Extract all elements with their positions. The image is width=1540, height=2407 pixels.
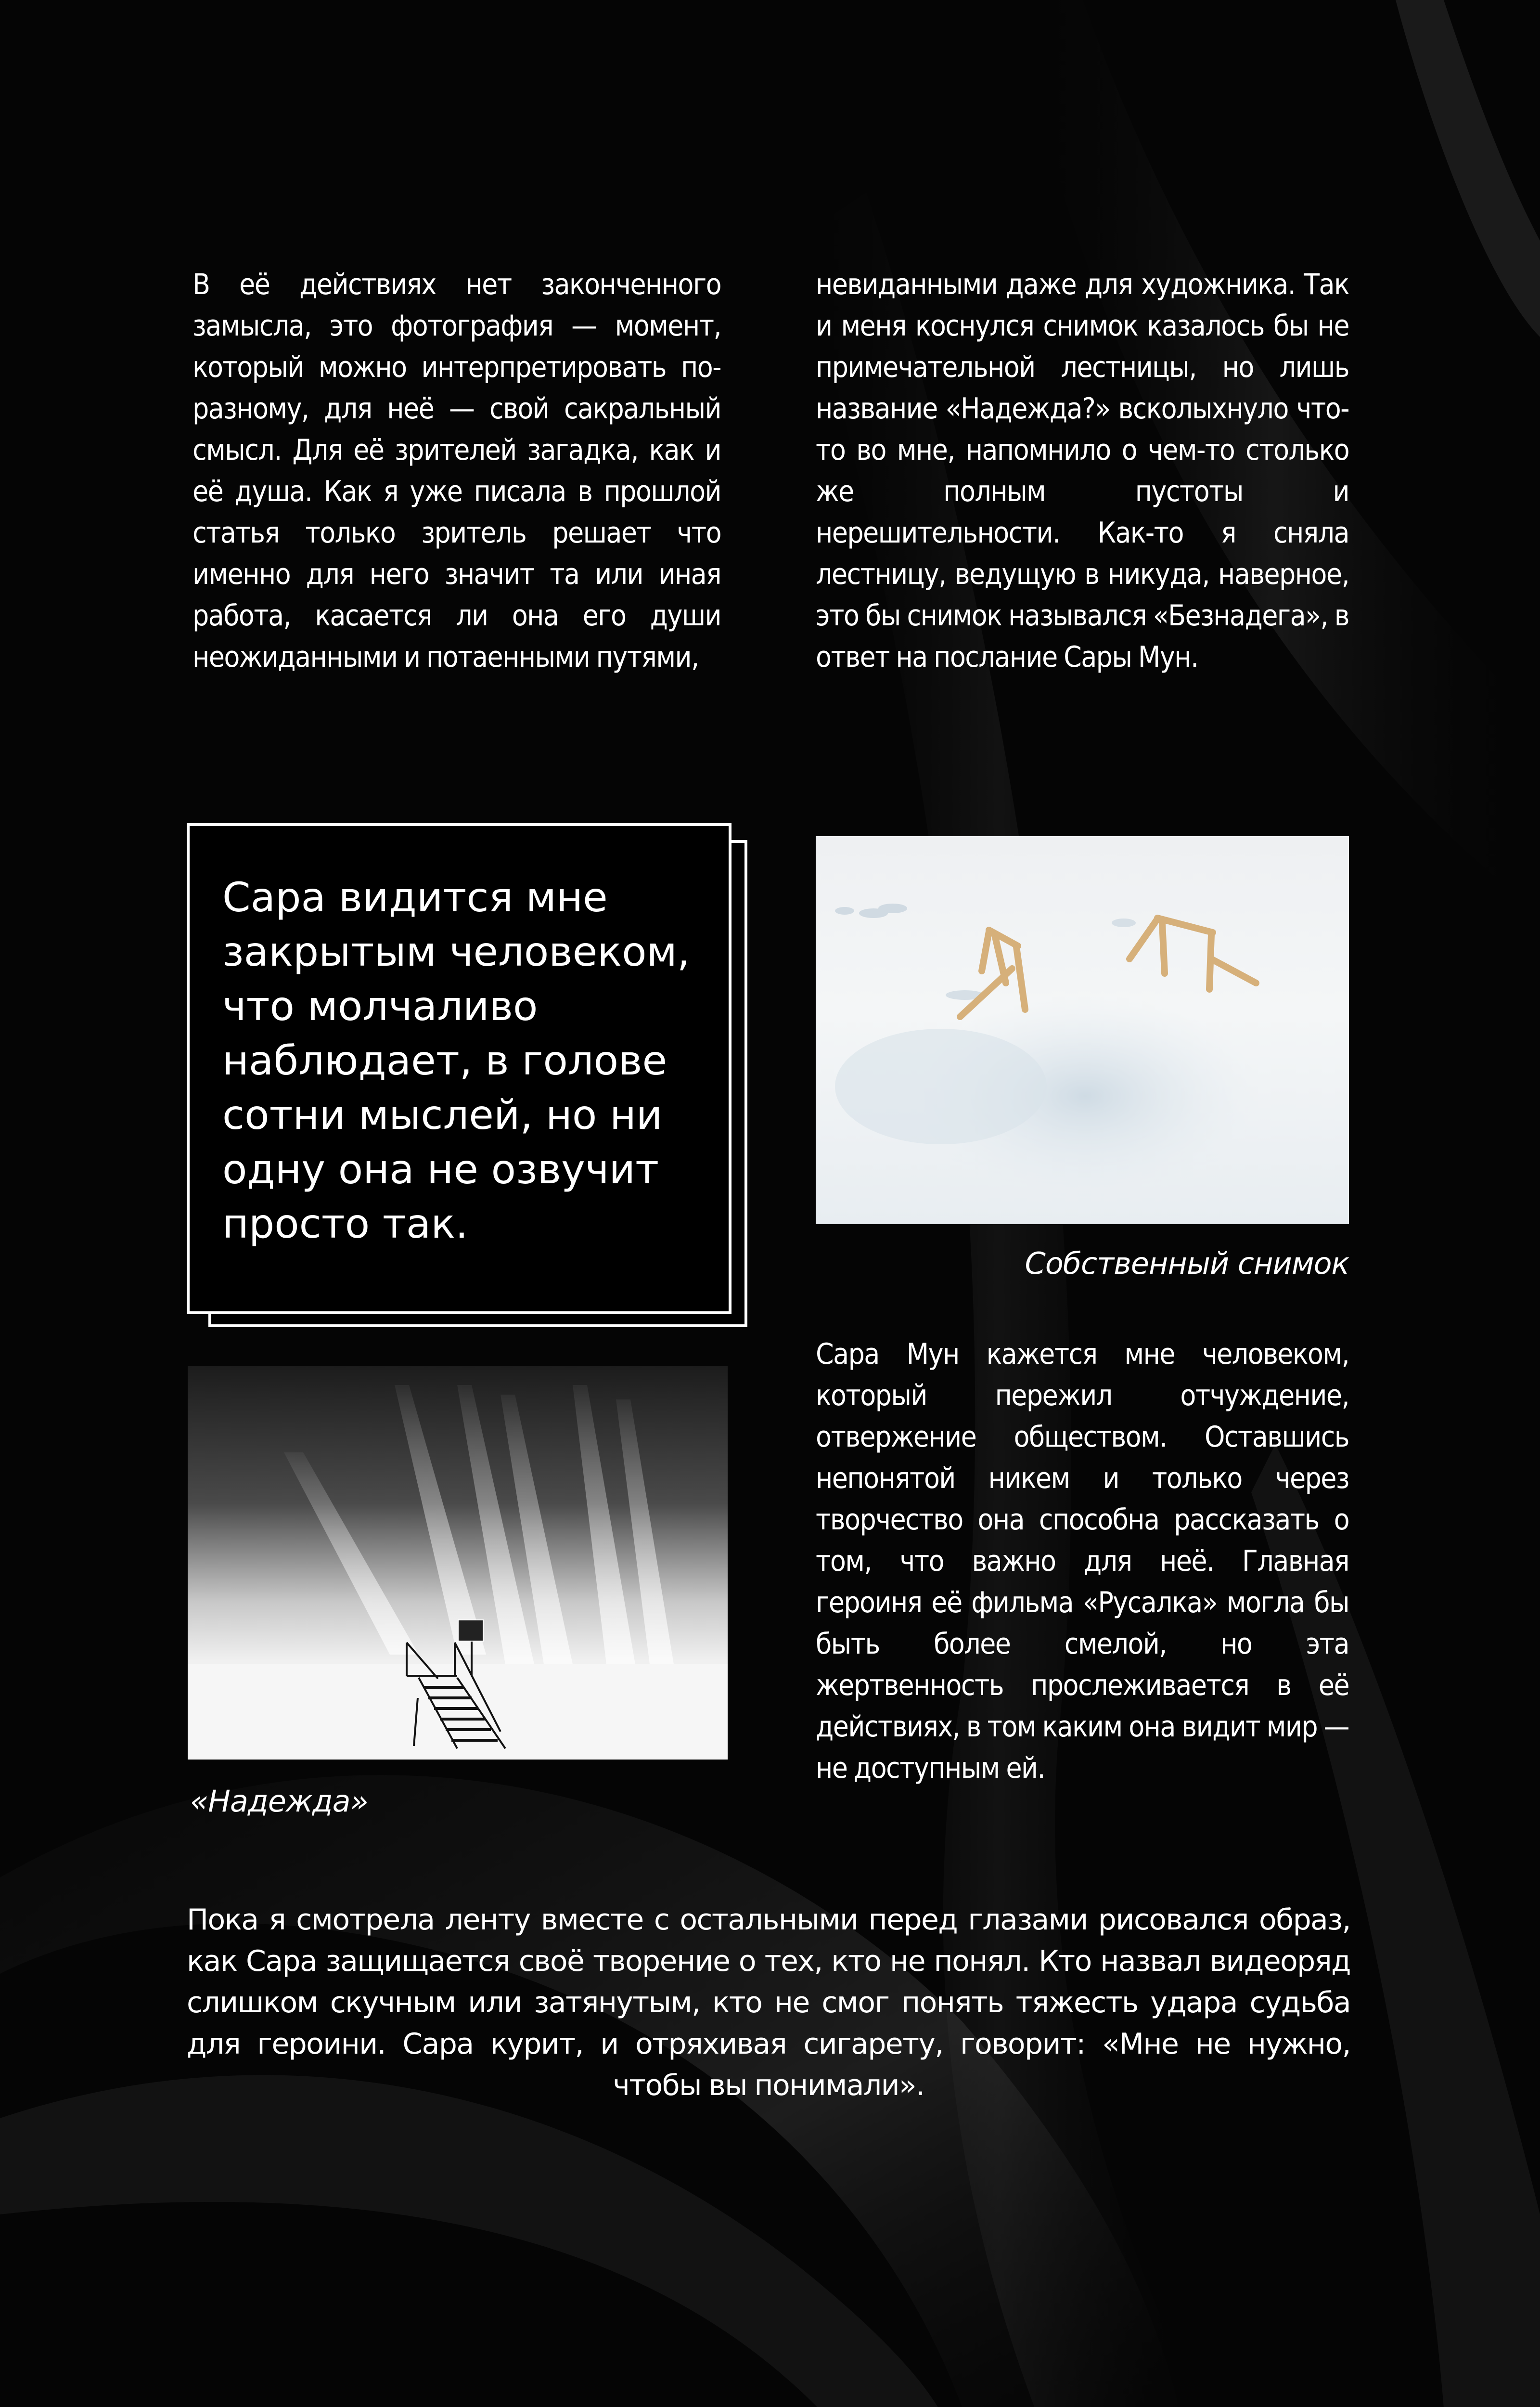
- hope-photo-stairs: [188, 1366, 728, 1760]
- photo-caption-hope: «Надежда»: [190, 1784, 368, 1819]
- stairs-photo-icon: [188, 1366, 728, 1760]
- quote-line: одну она не озвучит: [222, 1146, 659, 1193]
- paragraph: невиданными даже для художника. Так и меня коснулся снимок казалось бы не примечательной лестницы, но лишь название «Надежда?» всколыхнуло что-то во мне, напомнило о чем-то столько же полным пустоты и нерешительности. Как-то я сняла лестницу, ведущую в никуда, наверное, это бы снимок назывался «Безнадега», в ответ на послание Сары Мун.: [816, 268, 1349, 674]
- paragraph: Сара Мун кажется мне человеком, который пережил отчуждение, отвержение обществом. Оставшись непонятой никем и только через творчество она способна рассказать о том, что важно для неё. Главная героиня её фильма «Русалка» могла бы быть более смелой, но эта жертвенность прослеживается в её действиях, в том каким она видит мир — не доступным ей.: [816, 1337, 1349, 1785]
- article-column-right-lower: [816, 1333, 1349, 1789]
- paragraph: В её действиях нет законченного замысла, это фотография — момент, который можно интерпретировать по-разному, для неё — свой сакральный смысл. Для её зрителей загадка, как и её душа. Как я уже писала в прошлой статья только зритель решает что именно для него значит та или иная работа, касается ли она его души неожиданными и потаенными путями,: [192, 268, 721, 674]
- quote-line: закрытым человеком,: [222, 928, 690, 975]
- quote-line: Сара видится мне: [222, 874, 608, 921]
- article-column-right: [816, 264, 1349, 678]
- quote-line: что молчаливо: [222, 983, 538, 1030]
- photo-caption-own: Собственный снимок: [1025, 1246, 1349, 1281]
- paragraph: Пока я смотрела ленту вместе с остальными перед глазами рисовался образ, как Сара защищается своё творение о тех, кто не понял. Кто назвал видеоряд слишком скучным или затянутым, кто не смог понять тяжесть удара судьба для героини. Сара курит, и отряхивая сигарету, говорит: «Мне не нужно, чтобы вы понимали».: [187, 1903, 1350, 2102]
- own-photo-snow-ladder: [816, 836, 1349, 1224]
- snow-ladder-photo-icon: [816, 836, 1349, 1224]
- quote-line: наблюдает, в голове: [222, 1037, 667, 1084]
- quote-line: сотни мыслей, но ни: [222, 1091, 663, 1139]
- pull-quote-box: [187, 823, 732, 1314]
- closing-paragraph: [187, 1899, 1350, 2106]
- quote-line: просто так.: [222, 1200, 468, 1247]
- pull-quote-text: [222, 870, 713, 1251]
- article-column-left: [192, 264, 721, 678]
